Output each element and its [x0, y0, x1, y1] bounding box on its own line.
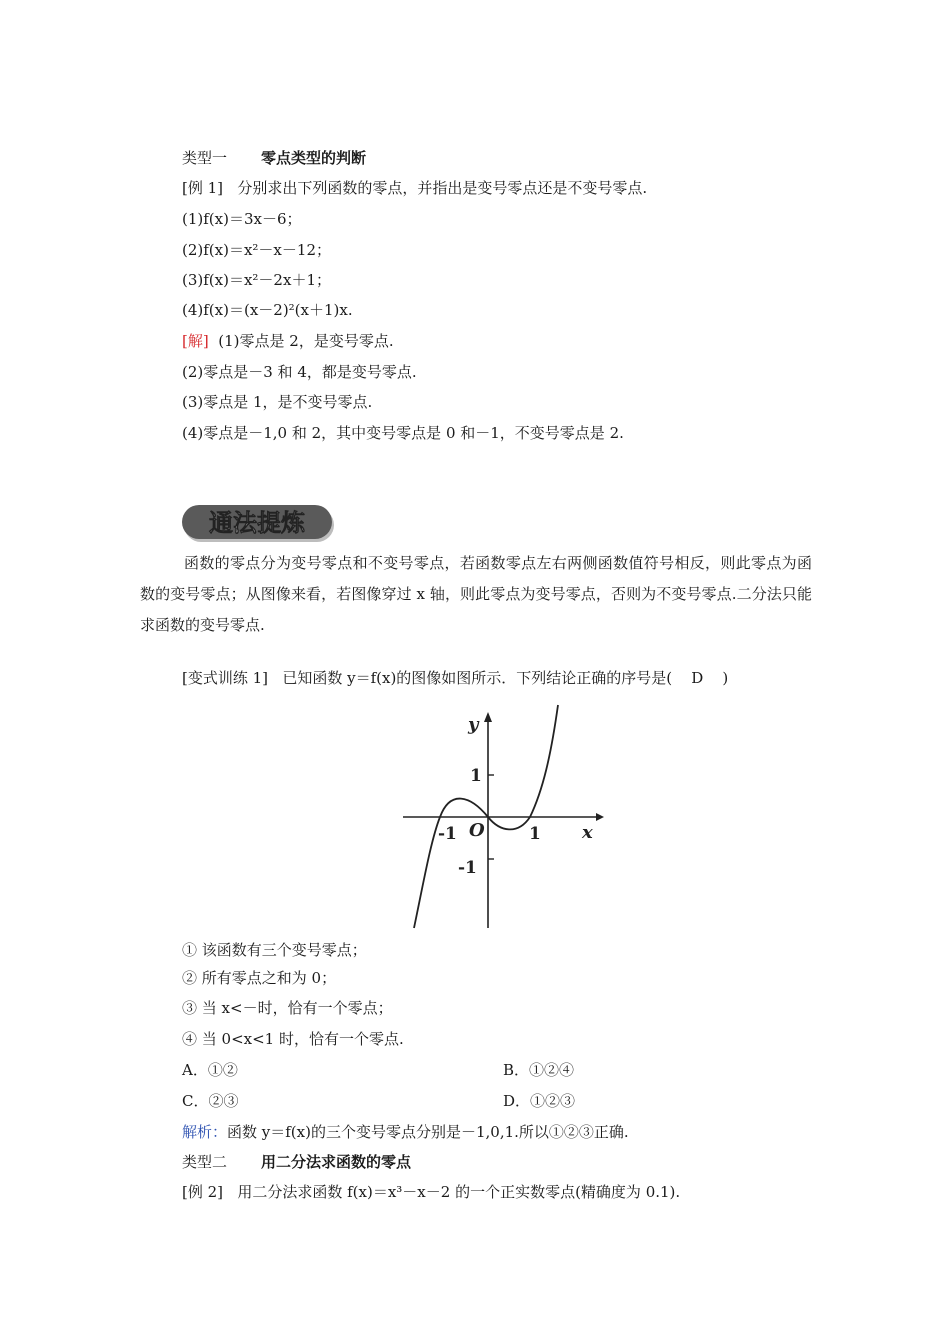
option-b-text: ①②④	[529, 1061, 575, 1079]
variant1-tag: [变式训练 1]	[182, 669, 269, 687]
section-heading-type1	[182, 148, 366, 168]
variant1-close: )	[722, 669, 729, 687]
analysis-tag: 解析：	[182, 1123, 228, 1141]
solution1-tag: [解]	[182, 332, 209, 350]
statement-1: ① 该函数有三个变号零点；	[182, 941, 367, 959]
analysis-line	[182, 1122, 629, 1142]
option-d-text: ①②③	[530, 1092, 576, 1110]
variant1-prompt: 已知函数 y＝f(x)的图像如图所示．下列结论正确的序号是(	[282, 669, 673, 687]
method-paragraph: 函数的零点分为变号零点和不变号零点，若函数零点左右两侧函数值符号相反，则此零点为函数的变号零点；从图像来看，若图像穿过 x 轴，则此零点为变号零点，否则为不变号零点.二分法只能求函数的变号零点.	[140, 554, 812, 634]
y-tick-label-neg1: -1	[458, 858, 477, 878]
y-tick-label-1: 1	[470, 766, 482, 786]
type2-label: 类型二	[182, 1153, 228, 1171]
example1-item-1: (1)f(x)＝3x－6；	[182, 210, 302, 228]
y-axis-label: y	[468, 714, 479, 735]
solution1-text-1: (1)零点是 2，是变号零点.	[218, 332, 394, 350]
method-banner	[180, 502, 340, 546]
x-axis-arrow	[596, 813, 604, 821]
x-tick-label-neg1: -1	[438, 824, 457, 844]
statement-2: ② 所有零点之和为 0；	[182, 969, 337, 987]
option-d[interactable]	[503, 1091, 575, 1111]
function-graph	[398, 700, 608, 932]
option-a[interactable]	[182, 1060, 238, 1080]
y-axis-arrow	[484, 712, 492, 722]
section-heading-type2	[182, 1152, 411, 1172]
analysis-text: 函数 y＝f(x)的三个变号零点分别是－1,0,1.所以①②③正确.	[227, 1123, 629, 1141]
example1-item-2: (2)f(x)＝x²－x－12；	[182, 241, 331, 259]
example2-prompt: 用二分法求函数 f(x)＝x³－x－2 的一个正实数零点(精确度为 0.1).	[237, 1183, 681, 1201]
variant1-line	[182, 668, 728, 688]
example1-prompt: 分别求出下列函数的零点，并指出是变号零点还是不变号零点.	[237, 179, 648, 197]
option-d-letter: D．	[503, 1092, 531, 1110]
example2-line	[182, 1182, 680, 1202]
type1-title: 零点类型的判断	[261, 149, 367, 167]
origin-label: O	[469, 820, 485, 841]
statement-4: ④ 当 0<x<1 时，恰有一个零点.	[182, 1030, 404, 1048]
example1-prompt-line	[182, 178, 647, 198]
solution1-line-1	[182, 331, 394, 351]
type2-title: 用二分法求函数的零点	[261, 1153, 412, 1171]
x-tick-label-1: 1	[529, 824, 541, 844]
example1-item-4: (4)f(x)＝(x－2)²(x＋1)x.	[182, 301, 353, 319]
type1-label: 类型一	[182, 149, 228, 167]
solution1-line-3: (3)零点是 1，是不变号零点.	[182, 393, 373, 411]
solution1-line-2: (2)零点是－3 和 4，都是变号零点.	[182, 363, 417, 381]
option-c-letter: C．	[182, 1092, 209, 1110]
option-a-letter: A．	[182, 1061, 208, 1079]
option-a-text: ①②	[207, 1061, 238, 1079]
option-b-letter: B．	[503, 1061, 530, 1079]
example1-tag: [例 1]	[182, 179, 224, 197]
variant1-answer: D	[691, 669, 704, 687]
solution1-line-4: (4)零点是－1,0 和 2，其中变号零点是 0 和－1，不变号零点是 2.	[182, 424, 624, 442]
option-c[interactable]	[182, 1091, 239, 1111]
example2-tag: [例 2]	[182, 1183, 224, 1201]
option-b[interactable]	[503, 1060, 574, 1080]
banner-text: 通法提炼	[209, 509, 305, 537]
option-c-text: ②③	[208, 1092, 239, 1110]
statement-3: ③ 当 x<－时，恰有一个零点；	[182, 999, 393, 1017]
example1-item-3: (3)f(x)＝x²－2x＋1；	[182, 271, 331, 289]
x-axis-label: x	[582, 822, 593, 843]
